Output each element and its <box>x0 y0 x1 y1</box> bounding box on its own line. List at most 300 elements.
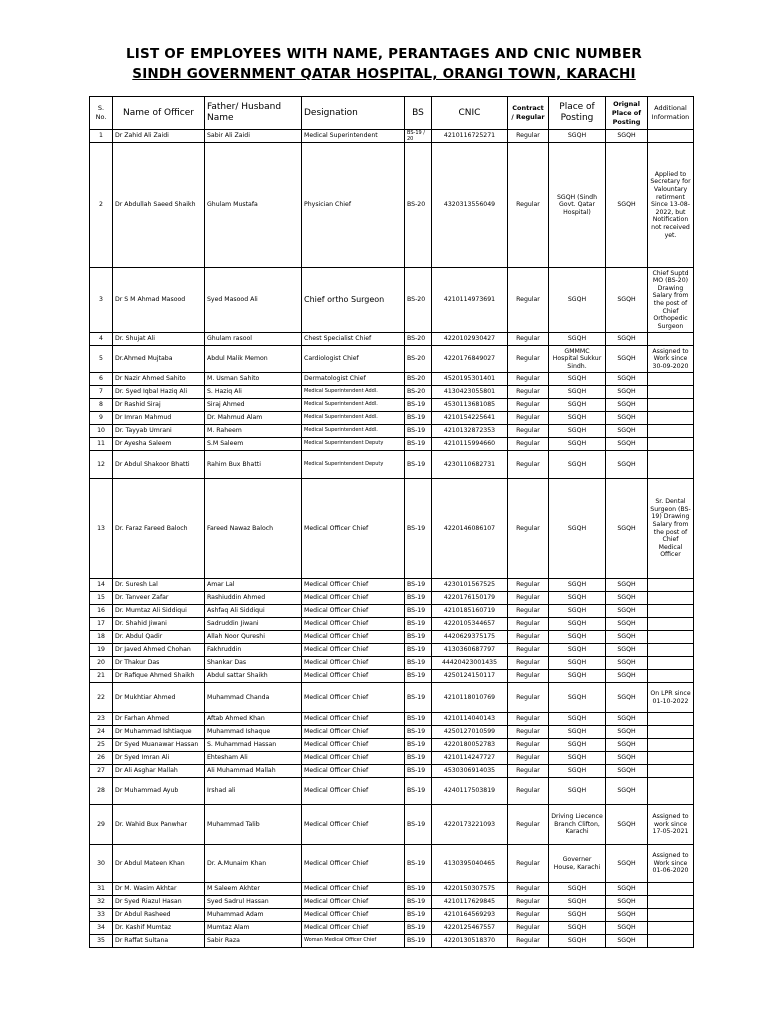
cell-name: Dr Abdul Shakoor Bhatti <box>113 451 205 479</box>
header-contract: Contract / Regular <box>508 97 549 130</box>
header-info: Additional Information <box>648 97 694 130</box>
table-row <box>90 143 694 268</box>
cell-sno: 11 <box>90 438 113 451</box>
cell-original: SGQH <box>606 644 648 657</box>
cell-designation: Medical Officer Chief <box>302 739 405 752</box>
cell-designation: Medical Superintendent Deputy <box>302 451 405 479</box>
cell-sno: 7 <box>90 386 113 399</box>
cell-sno: 12 <box>90 451 113 479</box>
table-row <box>90 752 694 765</box>
cell-designation: Medical Superintendent Addl. <box>302 412 405 425</box>
cell-designation: Medical Officer Chief <box>302 909 405 922</box>
table-row <box>90 479 694 579</box>
cell-place: SGQH <box>549 451 606 479</box>
cell-info <box>648 765 694 778</box>
cell-contract: Regular <box>508 683 549 713</box>
cell-info <box>648 130 694 143</box>
cell-place: SGQH (Sindh Govt. Qatar Hospital) <box>549 143 606 268</box>
cell-original: SGQH <box>606 935 648 948</box>
cell-cnic: 4220105344657 <box>432 618 508 631</box>
cell-place: Governer House, Karachi <box>549 845 606 883</box>
cell-contract: Regular <box>508 644 549 657</box>
table-row <box>90 778 694 805</box>
cell-designation: Medical Officer Chief <box>302 765 405 778</box>
cell-info: Assigned to work since 17-05-2021 <box>648 805 694 845</box>
cell-sno: 3 <box>90 268 113 333</box>
cell-father: Shankar Das <box>205 657 302 670</box>
cell-sno: 30 <box>90 845 113 883</box>
cell-place: SGQH <box>549 333 606 346</box>
cell-info <box>648 752 694 765</box>
cell-bs: BS-19 <box>405 883 432 896</box>
cell-original: SGQH <box>606 451 648 479</box>
cell-name: Dr. Faraz Fareed Baloch <box>113 479 205 579</box>
cell-father: Ehtesham Ali <box>205 752 302 765</box>
cell-cnic: 4220125467557 <box>432 922 508 935</box>
cell-bs: BS-19 <box>405 778 432 805</box>
cell-original: SGQH <box>606 922 648 935</box>
cell-sno: 18 <box>90 631 113 644</box>
cell-designation: Medical Officer Chief <box>302 592 405 605</box>
cell-contract: Regular <box>508 412 549 425</box>
cell-info <box>648 883 694 896</box>
cell-contract: Regular <box>508 765 549 778</box>
cell-designation: Chief ortho Surgeon <box>302 268 405 333</box>
cell-designation: Cardiologist Chief <box>302 346 405 373</box>
cell-designation: Medical Officer Chief <box>302 644 405 657</box>
cell-name: Dr. Abdul Qadir <box>113 631 205 644</box>
cell-contract: Regular <box>508 883 549 896</box>
cell-contract: Regular <box>508 778 549 805</box>
header-father: Father/ Husband Name <box>205 97 302 130</box>
table-row <box>90 373 694 386</box>
cell-designation: Medical Officer Chief <box>302 778 405 805</box>
cell-bs: BS-19 <box>405 399 432 412</box>
cell-name: Dr Imran Mahmud <box>113 412 205 425</box>
cell-designation: Dermatologist Chief <box>302 373 405 386</box>
cell-info <box>648 909 694 922</box>
header-cnic: CNIC <box>432 97 508 130</box>
header-designation: Designation <box>302 97 405 130</box>
cell-place: SGQH <box>549 399 606 412</box>
cell-original: SGQH <box>606 805 648 845</box>
cell-sno: 24 <box>90 726 113 739</box>
cell-contract: Regular <box>508 935 549 948</box>
cell-sno: 16 <box>90 605 113 618</box>
cell-place: SGQH <box>549 739 606 752</box>
cell-contract: Regular <box>508 896 549 909</box>
cell-name: Dr. Syed Iqbal Haziq Ali <box>113 386 205 399</box>
cell-original: SGQH <box>606 386 648 399</box>
cell-contract: Regular <box>508 438 549 451</box>
cell-original: SGQH <box>606 346 648 373</box>
table-row <box>90 268 694 333</box>
cell-sno: 21 <box>90 670 113 683</box>
header-sno: S. No. <box>90 97 113 130</box>
cell-designation: Medical Officer Chief <box>302 726 405 739</box>
cell-bs: BS-19 <box>405 896 432 909</box>
cell-original: SGQH <box>606 670 648 683</box>
cell-info <box>648 592 694 605</box>
cell-sno: 23 <box>90 713 113 726</box>
cell-place: SGQH <box>549 683 606 713</box>
table-row <box>90 922 694 935</box>
cell-info <box>648 399 694 412</box>
cell-place: SGQH <box>549 778 606 805</box>
table-row <box>90 765 694 778</box>
cell-father: Sabir Raza <box>205 935 302 948</box>
cell-bs: BS-19 <box>405 592 432 605</box>
cell-place: SGQH <box>549 657 606 670</box>
cell-info <box>648 644 694 657</box>
cell-designation: Medical Superintendent Deputy <box>302 438 405 451</box>
cell-bs: BS-19 <box>405 618 432 631</box>
cell-info <box>648 333 694 346</box>
cell-cnic: 4220180052783 <box>432 739 508 752</box>
cell-contract: Regular <box>508 726 549 739</box>
cell-cnic: 4220146086107 <box>432 479 508 579</box>
cell-sno: 10 <box>90 425 113 438</box>
cell-designation: Medical Officer Chief <box>302 631 405 644</box>
cell-name: Dr Farhan Ahmed <box>113 713 205 726</box>
table-row <box>90 333 694 346</box>
cell-info <box>648 670 694 683</box>
cell-original: SGQH <box>606 605 648 618</box>
cell-original: SGQH <box>606 438 648 451</box>
cell-bs: BS-19 <box>405 726 432 739</box>
cell-place: SGQH <box>549 713 606 726</box>
cell-original: SGQH <box>606 896 648 909</box>
cell-info <box>648 438 694 451</box>
cell-father: Ashfaq Ali Siddiqui <box>205 605 302 618</box>
cell-place: SGQH <box>549 268 606 333</box>
table-row <box>90 845 694 883</box>
cell-designation: Medical Superintendent Addl. <box>302 386 405 399</box>
cell-father: Fareed Nawaz Baloch <box>205 479 302 579</box>
cell-place: SGQH <box>549 644 606 657</box>
cell-father: S. Muhammad Hassan <box>205 739 302 752</box>
cell-designation: Medical Superintendent <box>302 130 405 143</box>
cell-info <box>648 386 694 399</box>
header-name: Name of Officer <box>113 97 205 130</box>
cell-designation: Medical Officer Chief <box>302 579 405 592</box>
cell-designation: Medical Superintendent Addl. <box>302 425 405 438</box>
table-row <box>90 399 694 412</box>
table-row <box>90 670 694 683</box>
cell-name: Dr Syed Riazul Hasan <box>113 896 205 909</box>
cell-cnic: 4210115994660 <box>432 438 508 451</box>
cell-original: SGQH <box>606 373 648 386</box>
cell-name: Dr. Shujat Ali <box>113 333 205 346</box>
cell-name: Dr Abdul Mateen Khan <box>113 845 205 883</box>
cell-contract: Regular <box>508 333 549 346</box>
cell-designation: Medical Officer Chief <box>302 896 405 909</box>
cell-name: Dr. Wahid Bux Panwhar <box>113 805 205 845</box>
cell-name: Dr Raffat Sultana <box>113 935 205 948</box>
cell-contract: Regular <box>508 386 549 399</box>
cell-contract: Regular <box>508 631 549 644</box>
table-row <box>90 644 694 657</box>
cell-original: SGQH <box>606 752 648 765</box>
cell-father: Ghulam Mustafa <box>205 143 302 268</box>
table-row <box>90 726 694 739</box>
cell-father: Muhammad Chanda <box>205 683 302 713</box>
cell-bs: BS-19 <box>405 438 432 451</box>
cell-contract: Regular <box>508 373 549 386</box>
cell-place: SGQH <box>549 130 606 143</box>
cell-original: SGQH <box>606 883 648 896</box>
cell-bs: BS-19 <box>405 752 432 765</box>
cell-info <box>648 922 694 935</box>
cell-sno: 33 <box>90 909 113 922</box>
cell-original: SGQH <box>606 479 648 579</box>
cell-designation: Medical Officer Chief <box>302 713 405 726</box>
cell-name: Dr Thakur Das <box>113 657 205 670</box>
cell-bs: BS-20 <box>405 373 432 386</box>
cell-place: SGQH <box>549 386 606 399</box>
cell-sno: 9 <box>90 412 113 425</box>
cell-cnic: 4210185160719 <box>432 605 508 618</box>
cell-father: M Saleem Akhter <box>205 883 302 896</box>
cell-place: SGQH <box>549 726 606 739</box>
cell-place: SGQH <box>549 631 606 644</box>
cell-place: SGQH <box>549 479 606 579</box>
cell-sno: 29 <box>90 805 113 845</box>
employees-table <box>89 96 694 948</box>
cell-cnic: 4250124150117 <box>432 670 508 683</box>
cell-info <box>648 618 694 631</box>
cell-bs: BS-19 <box>405 657 432 670</box>
cell-original: SGQH <box>606 333 648 346</box>
cell-place: SGQH <box>549 909 606 922</box>
cell-info: Sr. Dental Surgeon (BS-19) Drawing Salary from the post of Chief Medical Officer <box>648 479 694 579</box>
cell-father: Muhammad Talib <box>205 805 302 845</box>
cell-original: SGQH <box>606 412 648 425</box>
cell-sno: 2 <box>90 143 113 268</box>
cell-info: Assigned to Work since 01-06-2020 <box>648 845 694 883</box>
table-row <box>90 739 694 752</box>
cell-info <box>648 935 694 948</box>
cell-father: Muhammad Ishaque <box>205 726 302 739</box>
cell-name: Dr Muhammad Ayub <box>113 778 205 805</box>
cell-place: SGQH <box>549 752 606 765</box>
cell-sno: 5 <box>90 346 113 373</box>
cell-sno: 25 <box>90 739 113 752</box>
cell-cnic: 4210164569293 <box>432 909 508 922</box>
cell-name: Dr Mukhtiar Ahmed <box>113 683 205 713</box>
cell-bs: BS-19 <box>405 935 432 948</box>
cell-cnic: 4320313556049 <box>432 143 508 268</box>
cell-original: SGQH <box>606 778 648 805</box>
cell-original: SGQH <box>606 713 648 726</box>
cell-sno: 27 <box>90 765 113 778</box>
cell-contract: Regular <box>508 130 549 143</box>
cell-info: Assigned to Work since 30-09-2020 <box>648 346 694 373</box>
cell-info <box>648 657 694 670</box>
table-row <box>90 631 694 644</box>
cell-place: Driving Liecence Branch Clifton, Karachi <box>549 805 606 845</box>
cell-name: Dr. Mumtaz Ali Siddiqui <box>113 605 205 618</box>
cell-sno: 26 <box>90 752 113 765</box>
cell-original: SGQH <box>606 592 648 605</box>
cell-designation: Woman Medical Officer Chief <box>302 935 405 948</box>
cell-father: M. Raheem <box>205 425 302 438</box>
cell-info <box>648 896 694 909</box>
cell-father: Syed Masood Ali <box>205 268 302 333</box>
cell-place: SGQH <box>549 765 606 778</box>
cell-bs: BS-20 <box>405 143 432 268</box>
cell-sno: 20 <box>90 657 113 670</box>
cell-cnic: 4210154225641 <box>432 412 508 425</box>
cell-father: Abdul Malik Memon <box>205 346 302 373</box>
table-row <box>90 386 694 399</box>
cell-sno: 13 <box>90 479 113 579</box>
cell-name: Dr. Suresh Lal <box>113 579 205 592</box>
cell-info: Chief Suptd MO (BS-20) Drawing Salary from the post of Chief Orthopedic Surgeon <box>648 268 694 333</box>
cell-father: Abdul sattar Shaikh <box>205 670 302 683</box>
cell-sno: 19 <box>90 644 113 657</box>
cell-info <box>648 579 694 592</box>
cell-name: Dr S M Ahmad Masood <box>113 268 205 333</box>
cell-original: SGQH <box>606 268 648 333</box>
cell-sno: 28 <box>90 778 113 805</box>
cell-cnic: 4520195301401 <box>432 373 508 386</box>
cell-cnic: 4210118010769 <box>432 683 508 713</box>
cell-cnic: 4230101567525 <box>432 579 508 592</box>
table-row <box>90 657 694 670</box>
table-row <box>90 618 694 631</box>
hospital-subtitle: SINDH GOVERNMENT QATAR HOSPITAL, ORANGI TOWN, KARACHI <box>132 66 636 82</box>
cell-father: Syed Sadrul Hassan <box>205 896 302 909</box>
document-title: LIST OF EMPLOYEES WITH NAME, PERANTAGES AND CNIC NUMBER <box>126 46 642 62</box>
cell-contract: Regular <box>508 605 549 618</box>
table-row <box>90 592 694 605</box>
cell-info <box>648 631 694 644</box>
cell-original: SGQH <box>606 399 648 412</box>
cell-bs: BS-19 <box>405 922 432 935</box>
cell-bs: BS-19 <box>405 451 432 479</box>
cell-cnic: 4210132872353 <box>432 425 508 438</box>
cell-place: GMMMC Hospital Sukkur Sindh. <box>549 346 606 373</box>
cell-contract: Regular <box>508 739 549 752</box>
cell-bs: BS-20 <box>405 386 432 399</box>
cell-contract: Regular <box>508 922 549 935</box>
cell-sno: 14 <box>90 579 113 592</box>
cell-contract: Regular <box>508 592 549 605</box>
cell-place: SGQH <box>549 935 606 948</box>
cell-cnic: 4220102930427 <box>432 333 508 346</box>
cell-cnic: 44420423001435 <box>432 657 508 670</box>
cell-designation: Medical Officer Chief <box>302 845 405 883</box>
cell-info <box>648 726 694 739</box>
cell-place: SGQH <box>549 412 606 425</box>
cell-info: On LPR since 01-10-2022 <box>648 683 694 713</box>
cell-contract: Regular <box>508 845 549 883</box>
cell-designation: Medical Officer Chief <box>302 683 405 713</box>
table-row <box>90 579 694 592</box>
cell-place: SGQH <box>549 438 606 451</box>
cell-bs: BS-20 <box>405 268 432 333</box>
cell-father: Rahim Bux Bhatti <box>205 451 302 479</box>
cell-father: Ghulam rasool <box>205 333 302 346</box>
cell-father: Amar Lal <box>205 579 302 592</box>
cell-name: Dr Syed Imran Ali <box>113 752 205 765</box>
cell-sno: 35 <box>90 935 113 948</box>
employees-table-body <box>90 130 694 948</box>
cell-cnic: 4220150307575 <box>432 883 508 896</box>
cell-info <box>648 605 694 618</box>
cell-sno: 17 <box>90 618 113 631</box>
cell-info <box>648 713 694 726</box>
cell-info <box>648 425 694 438</box>
cell-info: Applied to Secretary for Valountary retirment Since 13-08-2022, but Notification not received yet. <box>648 143 694 268</box>
cell-place: SGQH <box>549 425 606 438</box>
cell-name: Dr Abdullah Saeed Shaikh <box>113 143 205 268</box>
cell-bs: BS-19 <box>405 644 432 657</box>
header-bs: BS <box>405 97 432 130</box>
cell-original: SGQH <box>606 130 648 143</box>
cell-original: SGQH <box>606 143 648 268</box>
cell-cnic: 4240117503819 <box>432 778 508 805</box>
cell-designation: Medical Superintendent Addl. <box>302 399 405 412</box>
cell-sno: 15 <box>90 592 113 605</box>
table-row <box>90 713 694 726</box>
cell-bs: BS-19 <box>405 425 432 438</box>
cell-bs: BS-19 <box>405 765 432 778</box>
cell-info <box>648 739 694 752</box>
cell-original: SGQH <box>606 683 648 713</box>
table-row <box>90 896 694 909</box>
cell-contract: Regular <box>508 752 549 765</box>
cell-name: Dr Ali Asghar Mallah <box>113 765 205 778</box>
cell-name: Dr Rashid Siraj <box>113 399 205 412</box>
cell-bs: BS-19 <box>405 412 432 425</box>
cell-info <box>648 412 694 425</box>
cell-cnic: 4210117629845 <box>432 896 508 909</box>
cell-designation: Medical Officer Chief <box>302 922 405 935</box>
cell-contract: Regular <box>508 579 549 592</box>
cell-name: Dr Syed Muanawar Hassan <box>113 739 205 752</box>
cell-designation: Medical Officer Chief <box>302 883 405 896</box>
table-row <box>90 451 694 479</box>
cell-contract: Regular <box>508 805 549 845</box>
cell-father: Dr. A.Munaim Khan <box>205 845 302 883</box>
cell-original: SGQH <box>606 845 648 883</box>
table-row <box>90 346 694 373</box>
cell-father: Sadruddin Jiwani <box>205 618 302 631</box>
cell-designation: Medical Officer Chief <box>302 479 405 579</box>
cell-name: Dr. Tayyab Umrani <box>113 425 205 438</box>
cell-bs: BS-19 <box>405 845 432 883</box>
cell-name: Dr. Kashif Mumtaz <box>113 922 205 935</box>
cell-father: Allah Noor Qureshi <box>205 631 302 644</box>
cell-contract: Regular <box>508 670 549 683</box>
cell-cnic: 4220173221093 <box>432 805 508 845</box>
cell-sno: 31 <box>90 883 113 896</box>
cell-father: Rashiuddin Ahmed <box>205 592 302 605</box>
table-row <box>90 412 694 425</box>
cell-sno: 1 <box>90 130 113 143</box>
cell-original: SGQH <box>606 579 648 592</box>
cell-father: S. Haziq Ali <box>205 386 302 399</box>
cell-cnic: 4210114973691 <box>432 268 508 333</box>
cell-place: SGQH <box>549 592 606 605</box>
cell-cnic: 4250127010599 <box>432 726 508 739</box>
cell-original: SGQH <box>606 657 648 670</box>
cell-cnic: 4230110682731 <box>432 451 508 479</box>
cell-contract: Regular <box>508 657 549 670</box>
cell-father: Aftab Ahmed Khan <box>205 713 302 726</box>
